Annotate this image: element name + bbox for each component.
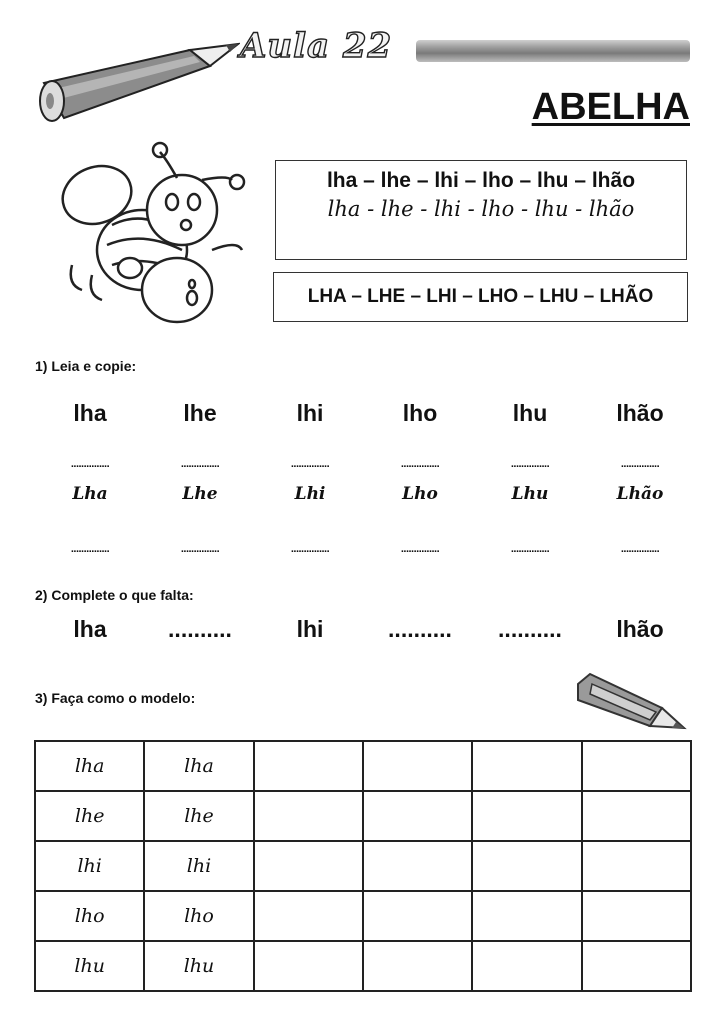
syllable: lha (73, 616, 107, 642)
syllable: lha (73, 400, 107, 426)
copy-blank[interactable]: ............... (400, 458, 440, 470)
copy-blank[interactable]: ............... (400, 543, 440, 555)
copy-blank[interactable]: ............... (70, 458, 110, 470)
cursive-syllable: Lha (72, 484, 108, 504)
syllable: lho (402, 400, 438, 426)
blank-cell[interactable] (363, 941, 472, 991)
syllable: lhão (616, 400, 664, 426)
table-row (35, 891, 691, 941)
copy-blank[interactable]: ............... (180, 458, 220, 470)
blank-cell[interactable] (363, 891, 472, 941)
model-cell: lhe (144, 791, 253, 841)
uppercase-syllables-box (273, 272, 688, 322)
blank-cell[interactable] (363, 791, 472, 841)
copy-blank[interactable]: ............... (510, 458, 550, 470)
syllable: lhi (296, 616, 324, 642)
blank-cell[interactable] (254, 841, 363, 891)
fill-blank[interactable]: .......... (388, 616, 452, 642)
cursive-syllable: Lho (402, 484, 438, 504)
blank-cell[interactable] (472, 791, 581, 841)
uppercase-print-syllables: LHA – LHE – LHI – LHO – LHU – LHÃO (307, 286, 654, 307)
blank-cell[interactable] (363, 741, 472, 791)
copy-blank[interactable]: ............... (70, 543, 110, 555)
model-cell: lhe (35, 791, 144, 841)
blank-cell[interactable] (254, 791, 363, 841)
blank-cell[interactable] (472, 941, 581, 991)
blank-cell[interactable] (254, 891, 363, 941)
syllable: lhe (183, 400, 217, 426)
exercise-3-label: 3) Faça como o modelo: (35, 690, 196, 706)
lowercase-cursive-syllables: lha - lhe - lhi - lho - lhu - lhão (327, 197, 635, 221)
blank-cell[interactable] (472, 741, 581, 791)
lowercase-print-syllables: lha – lhe – lhi – lho – lhu – lhão (326, 169, 636, 192)
lesson-title: Aula 22 (240, 26, 393, 66)
copy-blank[interactable]: ............... (620, 543, 660, 555)
copy-blank[interactable]: ............... (510, 543, 550, 555)
blank-cell[interactable] (363, 841, 472, 891)
exercise-1-blank-row-1 (35, 458, 695, 470)
syllable: lhu (512, 400, 548, 426)
pencil-icon (30, 38, 240, 128)
blank-cell[interactable] (582, 891, 691, 941)
model-cell: lhu (35, 941, 144, 991)
exercise-1-print-row (35, 400, 695, 427)
copy-blank[interactable]: ............... (180, 543, 220, 555)
table-row (35, 741, 691, 791)
lowercase-syllables-box (275, 160, 687, 260)
cursive-syllable: Lhu (511, 484, 549, 504)
exercise-1-label: 1) Leia e copie: (35, 358, 137, 374)
cursive-syllable: Lhe (182, 484, 218, 504)
copy-blank[interactable]: ............... (620, 458, 660, 470)
decorative-bar (416, 40, 690, 62)
pencil-icon (570, 670, 690, 740)
copy-blank[interactable]: ............... (290, 458, 330, 470)
fill-blank[interactable]: .......... (498, 616, 562, 642)
model-cell: lho (144, 891, 253, 941)
cursive-syllable: Lhi (294, 484, 326, 504)
cursive-syllable: Lhão (616, 484, 664, 504)
table-row (35, 941, 691, 991)
bee-illustration (52, 140, 257, 330)
syllable: lhi (296, 400, 324, 426)
model-cell: lho (35, 891, 144, 941)
model-cell: lhu (144, 941, 253, 991)
model-cell: lhi (35, 841, 144, 891)
blank-cell[interactable] (582, 791, 691, 841)
model-cell: lhi (144, 841, 253, 891)
table-row (35, 791, 691, 841)
fill-blank[interactable]: .......... (168, 616, 232, 642)
table-row (35, 841, 691, 891)
blank-cell[interactable] (582, 841, 691, 891)
exercise-2-label: 2) Complete o que falta: (35, 587, 194, 603)
blank-cell[interactable] (582, 741, 691, 791)
blank-cell[interactable] (254, 741, 363, 791)
blank-cell[interactable] (582, 941, 691, 991)
exercise-1-cursive-row (35, 484, 695, 504)
model-cell: lha (35, 741, 144, 791)
model-cell: lha (144, 741, 253, 791)
copy-blank[interactable]: ............... (290, 543, 330, 555)
blank-cell[interactable] (472, 841, 581, 891)
syllable: lhão (616, 616, 664, 642)
page-title: ABELHA (531, 86, 690, 128)
blank-cell[interactable] (472, 891, 581, 941)
exercise-1-blank-row-2 (35, 543, 695, 555)
blank-cell[interactable] (254, 941, 363, 991)
exercise-2-row (35, 616, 695, 643)
model-copy-table (34, 740, 692, 992)
